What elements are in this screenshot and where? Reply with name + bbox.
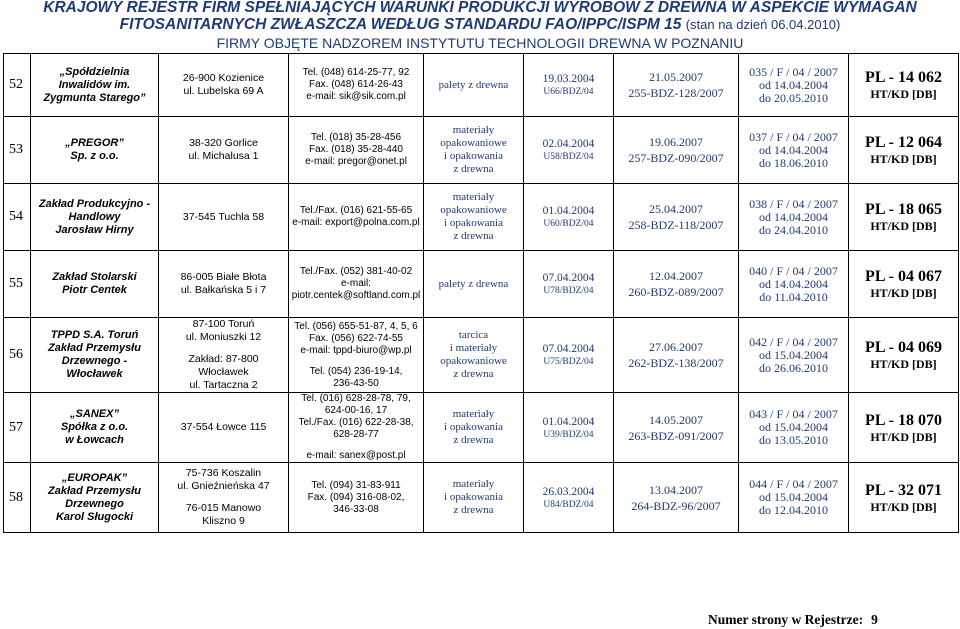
- company-address: [159, 54, 289, 117]
- assessment-reference: U39/BDZ/04: [543, 429, 594, 440]
- certificate-validity: [739, 393, 849, 463]
- treatment-mark: HT/KD [DB]: [870, 219, 937, 233]
- line: piotr.centek@softland.com.pl: [291, 290, 421, 301]
- registration-number: PL - 32 071: [865, 481, 942, 499]
- line: [161, 344, 286, 353]
- report-date: [614, 184, 739, 251]
- line: 346-33-08: [333, 503, 379, 515]
- certificate-number: 044 / F / 04 / 2007: [749, 477, 838, 491]
- company-address: [159, 251, 289, 318]
- line: Zakład Produkcyjno -: [38, 197, 151, 210]
- line: materiały: [452, 124, 495, 136]
- table-row: [4, 117, 959, 184]
- line: 76-015 Manowo: [185, 502, 262, 514]
- line: Zakład Stolarski: [52, 271, 137, 283]
- line: 26-900 Kozienice: [182, 72, 265, 84]
- valid-to: do 18.06.2010: [759, 155, 828, 170]
- line: i opakowania: [444, 150, 503, 162]
- line: 38-320 Gorlice: [189, 137, 258, 149]
- product-type: [424, 318, 524, 393]
- company-address: [159, 463, 289, 533]
- line: w Łowcach: [65, 434, 124, 446]
- line: Tel./Fax. (016) 621-55-65: [299, 205, 413, 216]
- register-title-line-1: KRAJOWY REJESTR FIRM SPEŁNIAJĄCYCH WARUNKI PRODUKCJI WYROBÓW Z DREWNA W ASPEKCIE WYMAGAŃ: [43, 0, 917, 16]
- valid-from: od 15.04.2004: [759, 420, 828, 434]
- line: Tel./Fax. (016) 622-28-38,: [298, 417, 414, 428]
- line: Kliszno 9: [202, 515, 245, 527]
- certificate-number: 042 / F / 04 / 2007: [749, 334, 838, 349]
- valid-to: do 12.04.2010: [759, 503, 828, 517]
- company-address: [159, 184, 289, 251]
- product-type: [424, 393, 524, 463]
- company-address: [159, 117, 289, 184]
- assessment-reference: U78/BDZ/04: [543, 286, 594, 296]
- report-date-value: 21.05.2007: [649, 70, 703, 84]
- report-date-value: 12.04.2007: [649, 269, 703, 283]
- valid-from: od 14.04.2004: [759, 77, 828, 92]
- line: Tel. (054) 236-19-14,: [309, 365, 403, 377]
- line: [291, 441, 421, 450]
- company-contact: [289, 184, 424, 251]
- row-number: 52: [4, 54, 31, 117]
- company-name: [31, 251, 159, 318]
- treatment-mark: HT/KD [DB]: [870, 286, 937, 300]
- line: z drewna: [453, 434, 494, 446]
- valid-to: do 26.06.2010: [759, 360, 828, 375]
- table-row: [4, 318, 959, 393]
- line: i opakowania: [444, 421, 503, 433]
- valid-to: do 13.05.2010: [759, 433, 828, 447]
- valid-to: do 11.04.2010: [759, 289, 828, 304]
- register-title-standard: FITOSANITARNYCH ZWŁASZCZA WEDŁUG STANDARDU FAO/IPPC/ISPM 15: [119, 16, 682, 33]
- line: „Spółdzielnia Inwalidów im.: [58, 65, 131, 91]
- line: e-mail: sanex@post.pl: [306, 450, 406, 461]
- table-row: [4, 393, 959, 463]
- treatment-mark: HT/KD [DB]: [870, 152, 937, 166]
- assessment-date: [524, 54, 614, 117]
- line: e-mail: export@polna.com.pl: [292, 217, 420, 228]
- report-date: [614, 463, 739, 533]
- assessment-date-value: 26.03.2004: [542, 485, 595, 498]
- line: Spółka z o.o.: [60, 421, 129, 433]
- line: palety z drewna: [438, 277, 509, 290]
- line: 37-545 Tuchla 58: [182, 210, 265, 223]
- page-number-value: 9: [871, 612, 878, 627]
- assessment-date: [524, 184, 614, 251]
- product-type: [424, 184, 524, 251]
- valid-from: od 14.04.2004: [759, 142, 828, 157]
- register-status-date: (stan na dzień 06.04.2010): [685, 17, 841, 32]
- line: Handlowy: [68, 210, 121, 223]
- line: 37-554 Łowce 115: [180, 421, 267, 433]
- valid-from: od 15.04.2004: [759, 347, 828, 362]
- company-contact: [289, 393, 424, 463]
- company-contact: [289, 251, 424, 318]
- line: ul. Tartaczna 2: [189, 379, 258, 391]
- company-name: [31, 184, 159, 251]
- line: Fax. (018) 35-28-440: [309, 144, 403, 155]
- table-row: [4, 184, 959, 251]
- registration-code: [849, 54, 959, 117]
- certificate-validity: [739, 463, 849, 533]
- company-name: [31, 318, 159, 393]
- report-date-value: 25.04.2007: [649, 202, 703, 216]
- line: 236-43-50: [333, 377, 379, 389]
- registration-code: [849, 184, 959, 251]
- assessment-reference: U75/BDZ/04: [543, 357, 594, 367]
- registration-number: PL - 04 067: [865, 268, 942, 285]
- report-date-value: 13.04.2007: [649, 482, 703, 497]
- line: 86-005 Białe Błota: [180, 271, 267, 283]
- table-row: [4, 463, 959, 533]
- assessment-date-value: 19.03.2004: [542, 73, 595, 85]
- line: e-mail: pregor@onet.pl: [305, 156, 407, 167]
- page-number-label: Numer strony w Rejestrze:: [708, 612, 864, 627]
- valid-to: do 20.05.2010: [759, 90, 828, 105]
- line: tarcica: [458, 329, 489, 341]
- line: Drzewnego - Włocławek: [61, 355, 128, 380]
- line: Zakład Przemysłu: [48, 484, 141, 497]
- line: z drewna: [453, 230, 494, 242]
- row-number: 55: [4, 251, 31, 318]
- assessment-date-value: 02.04.2004: [542, 138, 595, 150]
- line: e-mail:: [340, 278, 371, 289]
- report-reference: 263-BDZ-091/2007: [628, 428, 724, 443]
- assessment-date-value: 01.04.2004: [542, 415, 595, 428]
- register-rows: [4, 54, 959, 533]
- line: ul. Lubelska 69 A: [183, 85, 264, 97]
- assessment-date: [524, 318, 614, 393]
- line: Sp. z o.o.: [70, 150, 119, 162]
- registration-number: PL - 14 062: [865, 69, 942, 86]
- treatment-mark: HT/KD [DB]: [870, 357, 937, 371]
- line: 628-28-77: [333, 429, 379, 440]
- table-row: [4, 54, 959, 117]
- assessment-reference: U84/BDZ/04: [543, 499, 594, 510]
- report-date: [614, 54, 739, 117]
- row-number: 58: [4, 463, 31, 533]
- report-reference: 260-BDZ-089/2007: [628, 285, 724, 299]
- line: „SANEX”: [70, 408, 119, 420]
- line: i opakowania: [444, 217, 503, 229]
- report-date: [614, 393, 739, 463]
- certificate-number: 043 / F / 04 / 2007: [749, 407, 838, 421]
- register-table: [3, 53, 959, 533]
- company-address: [159, 393, 289, 463]
- report-reference: 257-BDZ-090/2007: [628, 151, 724, 165]
- certificate-validity: [739, 251, 849, 318]
- company-contact: [289, 463, 424, 533]
- line: i materiały: [449, 342, 498, 354]
- report-reference: 264-BDZ-96/2007: [631, 498, 721, 513]
- line: z drewna: [453, 368, 494, 380]
- line: „EUROPAK”: [61, 471, 128, 484]
- report-date: [614, 117, 739, 184]
- line: Tel. (016) 628-28-78, 79,: [301, 393, 411, 404]
- report-date-value: 27.06.2007: [649, 340, 703, 354]
- line: opakowaniowe: [440, 355, 507, 367]
- assessment-date-value: 07.04.2004: [542, 343, 595, 355]
- valid-to: do 24.04.2010: [759, 222, 828, 237]
- line: „PREGOR”: [65, 137, 124, 149]
- report-reference: 262-BDZ-138/2007: [628, 356, 724, 370]
- assessment-date: [524, 463, 614, 533]
- valid-from: od 14.04.2004: [759, 276, 828, 291]
- line: Zygmunta Starego”: [43, 91, 146, 104]
- line: 75-736 Koszalin: [185, 467, 262, 479]
- certificate-number: 035 / F / 04 / 2007: [749, 64, 838, 79]
- treatment-mark: HT/KD [DB]: [870, 429, 937, 444]
- assessment-date: [524, 117, 614, 184]
- product-type: [424, 117, 524, 184]
- product-type: [424, 54, 524, 117]
- line: Karol Sługocki: [55, 510, 134, 523]
- line: materiały: [452, 191, 495, 203]
- line: Zakład Przemysłu: [48, 342, 141, 354]
- registration-code: [849, 117, 959, 184]
- certificate-validity: [739, 117, 849, 184]
- company-name: [31, 54, 159, 117]
- page-number-footer: [708, 612, 878, 628]
- registration-code: [849, 318, 959, 393]
- line: Drzewnego: [65, 497, 124, 510]
- certificate-number: 038 / F / 04 / 2007: [749, 196, 838, 211]
- assessment-date-value: 01.04.2004: [542, 205, 595, 217]
- line: materiały: [452, 478, 495, 490]
- report-date: [614, 318, 739, 393]
- row-number: 54: [4, 184, 31, 251]
- certificate-number: 040 / F / 04 / 2007: [749, 263, 838, 278]
- treatment-mark: HT/KD [DB]: [870, 499, 937, 514]
- product-type: [424, 251, 524, 318]
- registration-code: [849, 393, 959, 463]
- line: Włocławek: [198, 366, 249, 378]
- certificate-validity: [739, 184, 849, 251]
- row-number: 53: [4, 117, 31, 184]
- register-title-line-2: [0, 16, 960, 34]
- line: [161, 493, 286, 502]
- line: Tel. (056) 655-51-87, 4, 5, 6: [294, 320, 418, 332]
- line: TPPD S.A. Toruń: [50, 329, 139, 341]
- line: Piotr Centek: [62, 284, 127, 296]
- assessment-date: [524, 393, 614, 463]
- line: 624-00-16, 17: [324, 405, 388, 416]
- registration-number: PL - 12 064: [865, 134, 942, 151]
- assessment-reference: U60/BDZ/04: [543, 219, 594, 229]
- product-type: [424, 463, 524, 533]
- line: Zakład: 87-800: [188, 353, 259, 365]
- line: z drewna: [453, 163, 494, 175]
- line: z drewna: [453, 504, 494, 516]
- line: [291, 357, 421, 366]
- certificate-validity: [739, 318, 849, 393]
- line: opakowaniowe: [440, 204, 507, 216]
- line: ul. Bałkańska 5 i 7: [180, 284, 267, 296]
- line: e-mail: tppd-biuro@wp.pl: [300, 344, 412, 356]
- line: e-mail: sik@sik.com.pl: [306, 91, 406, 102]
- line: 87-100 Toruń: [192, 318, 255, 330]
- assessment-date: [524, 251, 614, 318]
- company-name: [31, 463, 159, 533]
- line: Tel. (018) 35-28-456: [310, 132, 402, 143]
- certificate-number: 037 / F / 04 / 2007: [749, 129, 838, 144]
- report-date: [614, 251, 739, 318]
- report-date-value: 14.05.2007: [649, 412, 703, 427]
- row-number: 56: [4, 318, 31, 393]
- line: ul. Michalusa 1: [188, 150, 259, 162]
- line: Fax. (094) 316-08-02,: [307, 491, 405, 503]
- line: Tel. (094) 31-83-911: [311, 479, 401, 491]
- line: ul. Moniuszki 12: [185, 331, 262, 343]
- table-row: [4, 251, 959, 318]
- report-reference: 255-BDZ-128/2007: [628, 86, 724, 100]
- line: materiały: [452, 408, 495, 420]
- registration-number: PL - 18 065: [865, 201, 942, 218]
- report-date-value: 19.06.2007: [649, 135, 703, 149]
- line: Tel. (048) 614-25-77, 92: [302, 67, 410, 78]
- company-contact: [289, 318, 424, 393]
- company-name: [31, 117, 159, 184]
- valid-from: od 15.04.2004: [759, 490, 828, 504]
- line: ul. Gnieźnieńska 47: [177, 480, 270, 492]
- treatment-mark: HT/KD [DB]: [870, 87, 937, 101]
- certificate-validity: [739, 54, 849, 117]
- line: i opakowania: [444, 491, 503, 503]
- registration-number: PL - 18 070: [865, 411, 942, 429]
- assessment-date-value: 07.04.2004: [542, 272, 595, 284]
- valid-from: od 14.04.2004: [759, 209, 828, 224]
- line: Tel./Fax. (052) 381-40-02: [299, 266, 413, 277]
- company-contact: [289, 54, 424, 117]
- registration-code: [849, 251, 959, 318]
- company-contact: [289, 117, 424, 184]
- line: opakowaniowe: [440, 137, 507, 149]
- company-address: [159, 318, 289, 393]
- report-reference: 258-BDZ-118/2007: [628, 218, 724, 232]
- line: Fax. (048) 614-26-43: [309, 79, 403, 90]
- company-name: [31, 393, 159, 463]
- line: palety z drewna: [438, 78, 509, 91]
- assessment-reference: U58/BDZ/04: [543, 152, 594, 162]
- register-subtitle: FIRMY OBJĘTE NADZOREM INSTYTUTU TECHNOLOGII DREWNA W POZNANIU: [216, 35, 744, 51]
- assessment-reference: U66/BDZ/04: [543, 87, 594, 97]
- line: Fax. (056) 622-74-55: [309, 332, 403, 344]
- registration-code: [849, 463, 959, 533]
- registration-number: PL - 04 069: [865, 339, 942, 356]
- line: Jarosław Hirny: [55, 223, 134, 236]
- row-number: 57: [4, 393, 31, 463]
